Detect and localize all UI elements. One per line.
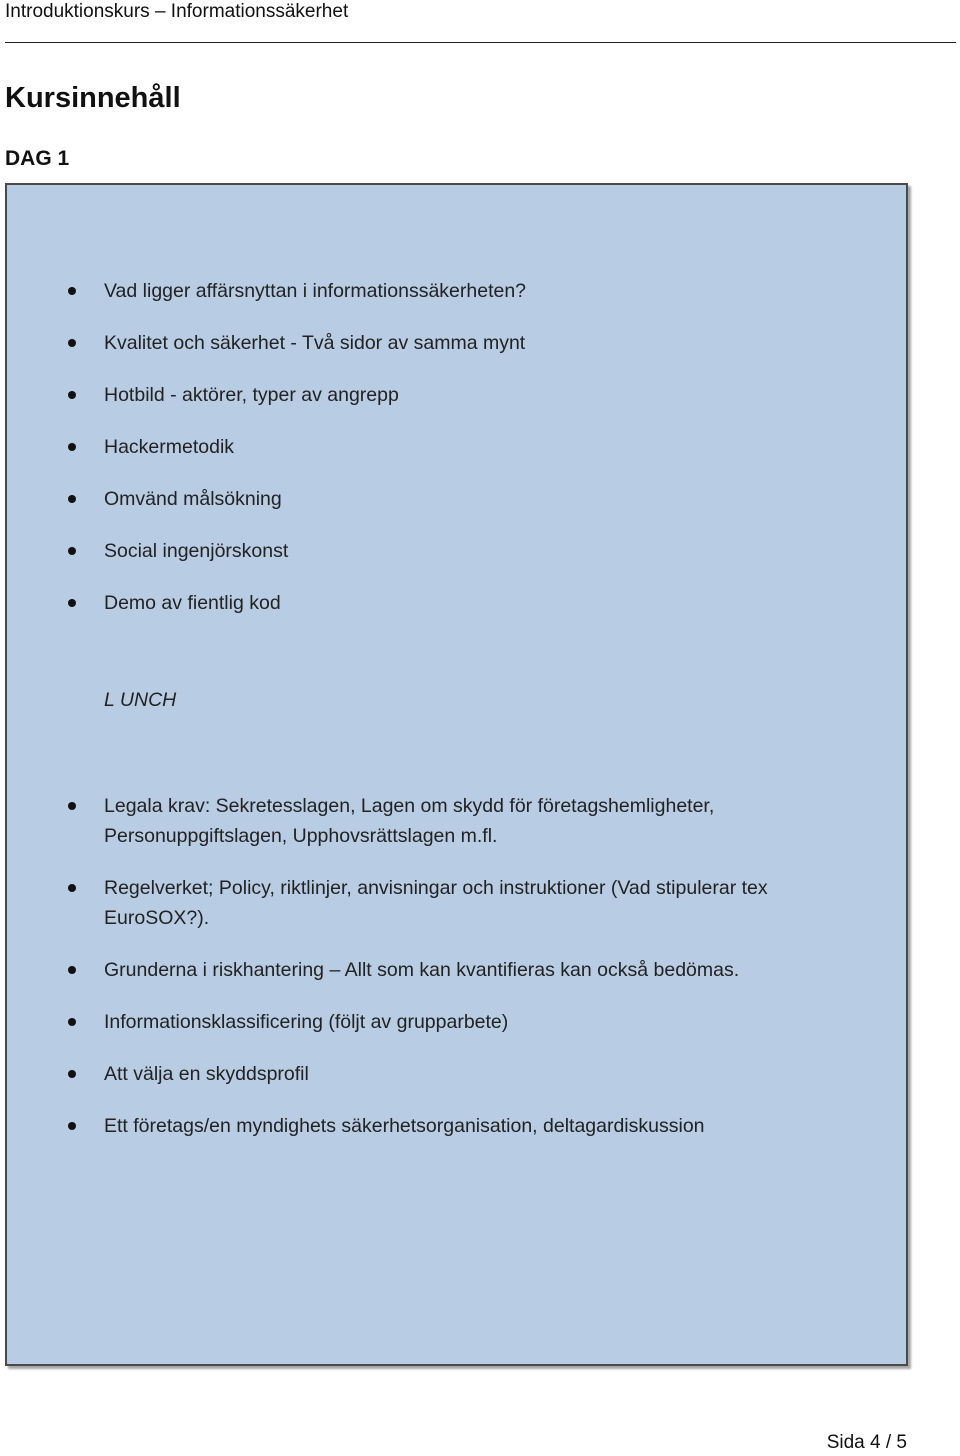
morning-list: [7, 277, 906, 641]
list-item-text: Kvalitet och säkerhet - Två sidor av samma mynt: [104, 332, 526, 354]
list-item-text: Hotbild - aktörer, typer av angrepp: [104, 384, 399, 406]
bullet-icon: [68, 599, 76, 607]
list-item: [7, 589, 906, 641]
bullet-icon: [68, 884, 76, 892]
list-item-text: Vad ligger affärsnyttan i informationssäkerheten?: [104, 280, 527, 302]
bullet-icon: [68, 495, 76, 503]
bullet-icon: [68, 339, 76, 347]
list-item: [7, 485, 906, 537]
list-item: [7, 381, 906, 433]
bullet-icon: [68, 1018, 76, 1026]
list-item-text: Demo av fientlig kod: [104, 592, 281, 614]
bullet-icon: [68, 287, 76, 295]
list-item-text: Regelverket; Policy, riktlinjer, anvisningar och instruktioner (Vad stipulerar tex EuroSOX?).: [104, 877, 768, 929]
list-item: [7, 1111, 906, 1141]
list-item: [7, 433, 906, 485]
list-item-text: Ett företags/en myndighets säkerhetsorganisation, deltagardiskussion: [104, 1115, 705, 1137]
bullet-icon: [68, 1070, 76, 1078]
list-item: [7, 537, 906, 589]
lunch-label: L UNCH: [104, 689, 177, 711]
list-item-text: Hackermetodik: [104, 436, 235, 458]
list-item: [7, 1007, 906, 1037]
running-header: Introduktionskurs – Informationssäkerhet: [5, 1, 349, 22]
bullet-icon: [68, 802, 76, 810]
header-rule: [5, 42, 956, 43]
bullet-icon: [68, 443, 76, 451]
course-content-box: [5, 183, 908, 1366]
list-item-text: Grunderna i riskhantering – Allt som kan kvantifieras kan också bedömas.: [104, 959, 740, 981]
list-item-text: Informationsklassificering (följt av grupparbete): [104, 1011, 509, 1033]
list-item: [7, 277, 906, 329]
bullet-icon: [68, 547, 76, 555]
list-item-text: Social ingenjörskonst: [104, 540, 289, 562]
list-item-text: Omvänd målsökning: [104, 488, 282, 510]
list-item: [7, 329, 906, 381]
afternoon-list: [7, 791, 906, 1163]
list-item-text: Legala krav: Sekretesslagen, Lagen om skydd för företagshemligheter, Personuppgiftslagen, Upphovsrättslagen m.fl.: [104, 795, 715, 847]
list-item: [7, 873, 906, 933]
list-item-text: Att välja en skyddsprofil: [104, 1063, 309, 1085]
list-item: [7, 1059, 906, 1089]
bullet-icon: [68, 966, 76, 974]
page-title: Kursinnehåll: [5, 82, 181, 114]
day-heading: DAG 1: [5, 147, 70, 170]
list-item: [7, 791, 906, 851]
page-number: Sida 4 / 5: [826, 1432, 907, 1453]
list-item: [7, 955, 906, 985]
bullet-icon: [68, 391, 76, 399]
bullet-icon: [68, 1122, 76, 1130]
